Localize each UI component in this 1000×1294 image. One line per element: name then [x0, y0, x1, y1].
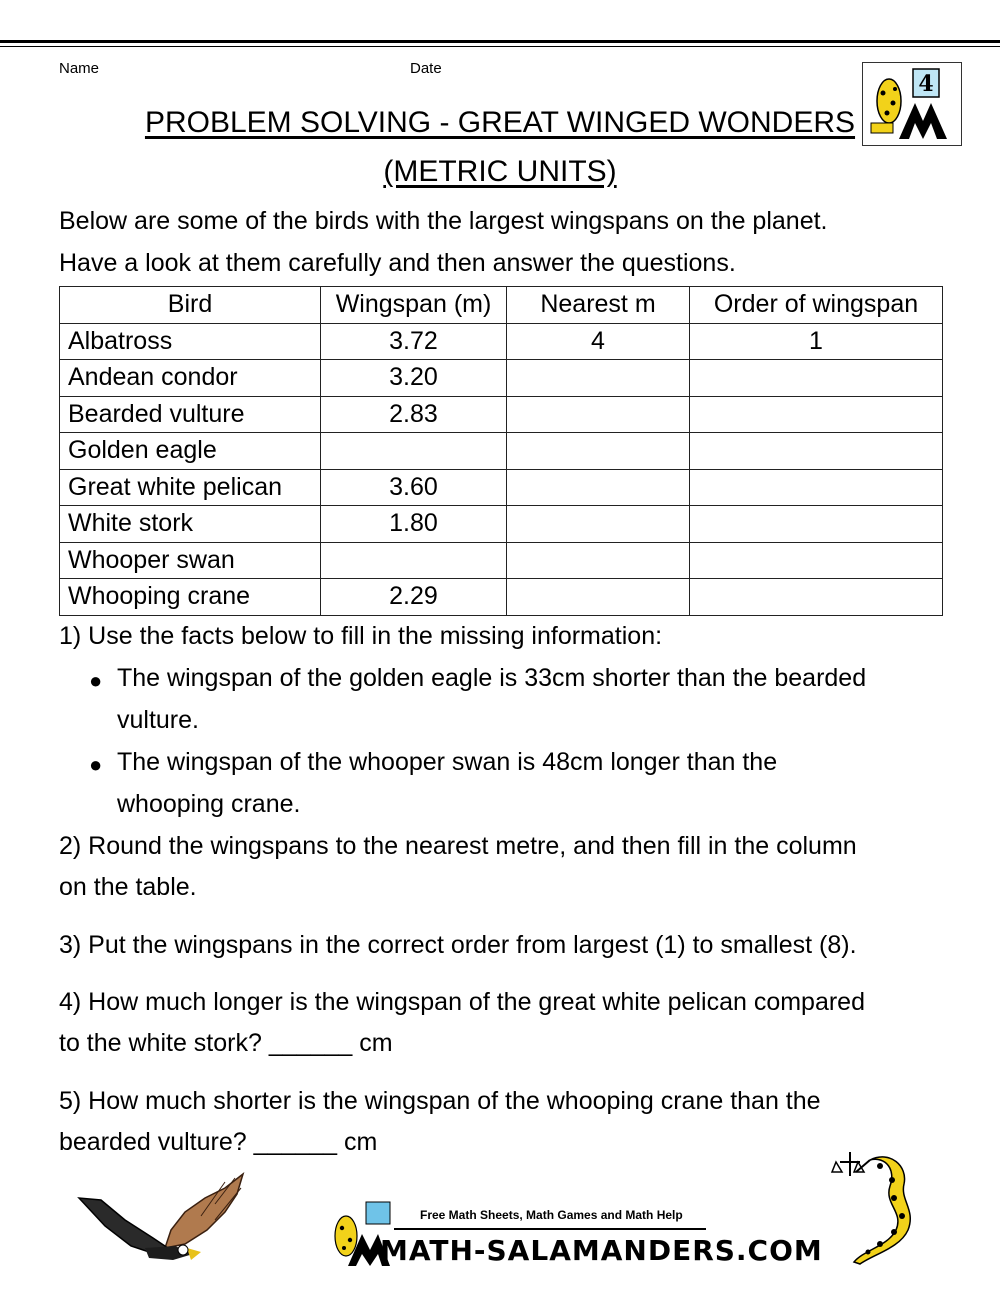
question-5-line-2: bearded vulture? ______ cm: [59, 1128, 378, 1156]
nearest-cell[interactable]: [507, 360, 690, 397]
question-2-line-2: on the table.: [59, 873, 197, 901]
order-cell[interactable]: [690, 579, 943, 616]
bird-cell: Whooper swan: [60, 542, 321, 579]
grade-number: 4: [918, 71, 934, 97]
bird-cell: Andean condor: [60, 360, 321, 397]
bird-cell: Golden eagle: [60, 433, 321, 470]
order-cell[interactable]: [690, 396, 943, 433]
question-3: 3) Put the wingspans in the correct order from largest (1) to smallest (8).: [59, 931, 857, 959]
table-row: [60, 360, 943, 397]
nearest-cell[interactable]: [507, 396, 690, 433]
wingspan-cell: 2.29: [321, 579, 507, 616]
page-title: PROBLEM SOLVING - GREAT WINGED WONDERS: [144, 106, 856, 139]
bird-cell: Great white pelican: [60, 469, 321, 506]
nearest-cell[interactable]: [507, 506, 690, 543]
header-bird: Bird: [60, 287, 321, 324]
question-4-line-2: to the white stork? ______ cm: [59, 1029, 393, 1057]
bird-cell: White stork: [60, 506, 321, 543]
question-2-line-1: 2) Round the wingspans to the nearest metre, and then fill in the column: [59, 832, 857, 860]
table-row: [60, 506, 943, 543]
footer-brand-link[interactable]: MATH-SALAMANDERS.COM: [380, 1234, 823, 1267]
date-label: Date: [410, 60, 442, 77]
fact-2-line-1: The wingspan of the whooper swan is 48cm longer than the: [117, 748, 778, 776]
order-cell[interactable]: 1: [690, 323, 943, 360]
wingspan-cell: 3.20: [321, 360, 507, 397]
question-4-line-1: 4) How much longer is the wingspan of the great white pelican compared: [59, 988, 865, 1016]
table-row: [60, 433, 943, 470]
wingspan-cell[interactable]: [321, 542, 507, 579]
footer-tagline: Free Math Sheets, Math Games and Math Help: [420, 1208, 683, 1222]
fact-2-line-2: whooping crane.: [117, 790, 301, 818]
fact-1-line-1: The wingspan of the golden eagle is 33cm shorter than the bearded: [117, 664, 867, 692]
top-rule-thin: [0, 46, 1000, 47]
eagle-icon: [75, 1168, 255, 1268]
bird-cell: Albatross: [60, 323, 321, 360]
nearest-cell[interactable]: [507, 433, 690, 470]
top-rule: [0, 40, 1000, 43]
wingspan-cell: 3.60: [321, 469, 507, 506]
table-row: [60, 323, 943, 360]
table-row: [60, 469, 943, 506]
order-cell[interactable]: [690, 542, 943, 579]
bullet-icon: ●: [89, 668, 103, 693]
intro-line-1: Below are some of the birds with the largest wingspans on the planet.: [59, 207, 828, 235]
footer-rule: [394, 1228, 706, 1230]
order-cell[interactable]: [690, 360, 943, 397]
order-cell[interactable]: [690, 469, 943, 506]
salamander-scales-icon: [830, 1146, 926, 1270]
wingspan-cell: 1.80: [321, 506, 507, 543]
bird-cell: Bearded vulture: [60, 396, 321, 433]
nearest-cell[interactable]: [507, 542, 690, 579]
header-order: Order of wingspan: [690, 287, 943, 324]
nearest-cell[interactable]: 4: [507, 323, 690, 360]
order-cell[interactable]: [690, 433, 943, 470]
table-row: [60, 396, 943, 433]
header-wingspan: Wingspan (m): [321, 287, 507, 324]
question-5-line-1: 5) How much shorter is the wingspan of the whooping crane than the: [59, 1087, 821, 1115]
bullet-icon: ●: [89, 752, 103, 777]
order-cell[interactable]: [690, 506, 943, 543]
header-nearest: Nearest m: [507, 287, 690, 324]
bird-cell: Whooping crane: [60, 579, 321, 616]
table-header-row: [60, 287, 943, 324]
wingspan-table: [59, 286, 943, 616]
nearest-cell[interactable]: [507, 469, 690, 506]
table-row: [60, 579, 943, 616]
wingspan-cell: 2.83: [321, 396, 507, 433]
intro-line-2: Have a look at them carefully and then answer the questions.: [59, 249, 736, 277]
page-subtitle: (METRIC UNITS): [383, 155, 617, 188]
table-row: [60, 542, 943, 579]
name-label: Name: [59, 60, 100, 77]
nearest-cell[interactable]: [507, 579, 690, 616]
wingspan-cell[interactable]: [321, 433, 507, 470]
fact-1-line-2: vulture.: [117, 706, 199, 734]
question-1: 1) Use the facts below to fill in the missing information:: [59, 622, 663, 650]
wingspan-cell: 3.72: [321, 323, 507, 360]
